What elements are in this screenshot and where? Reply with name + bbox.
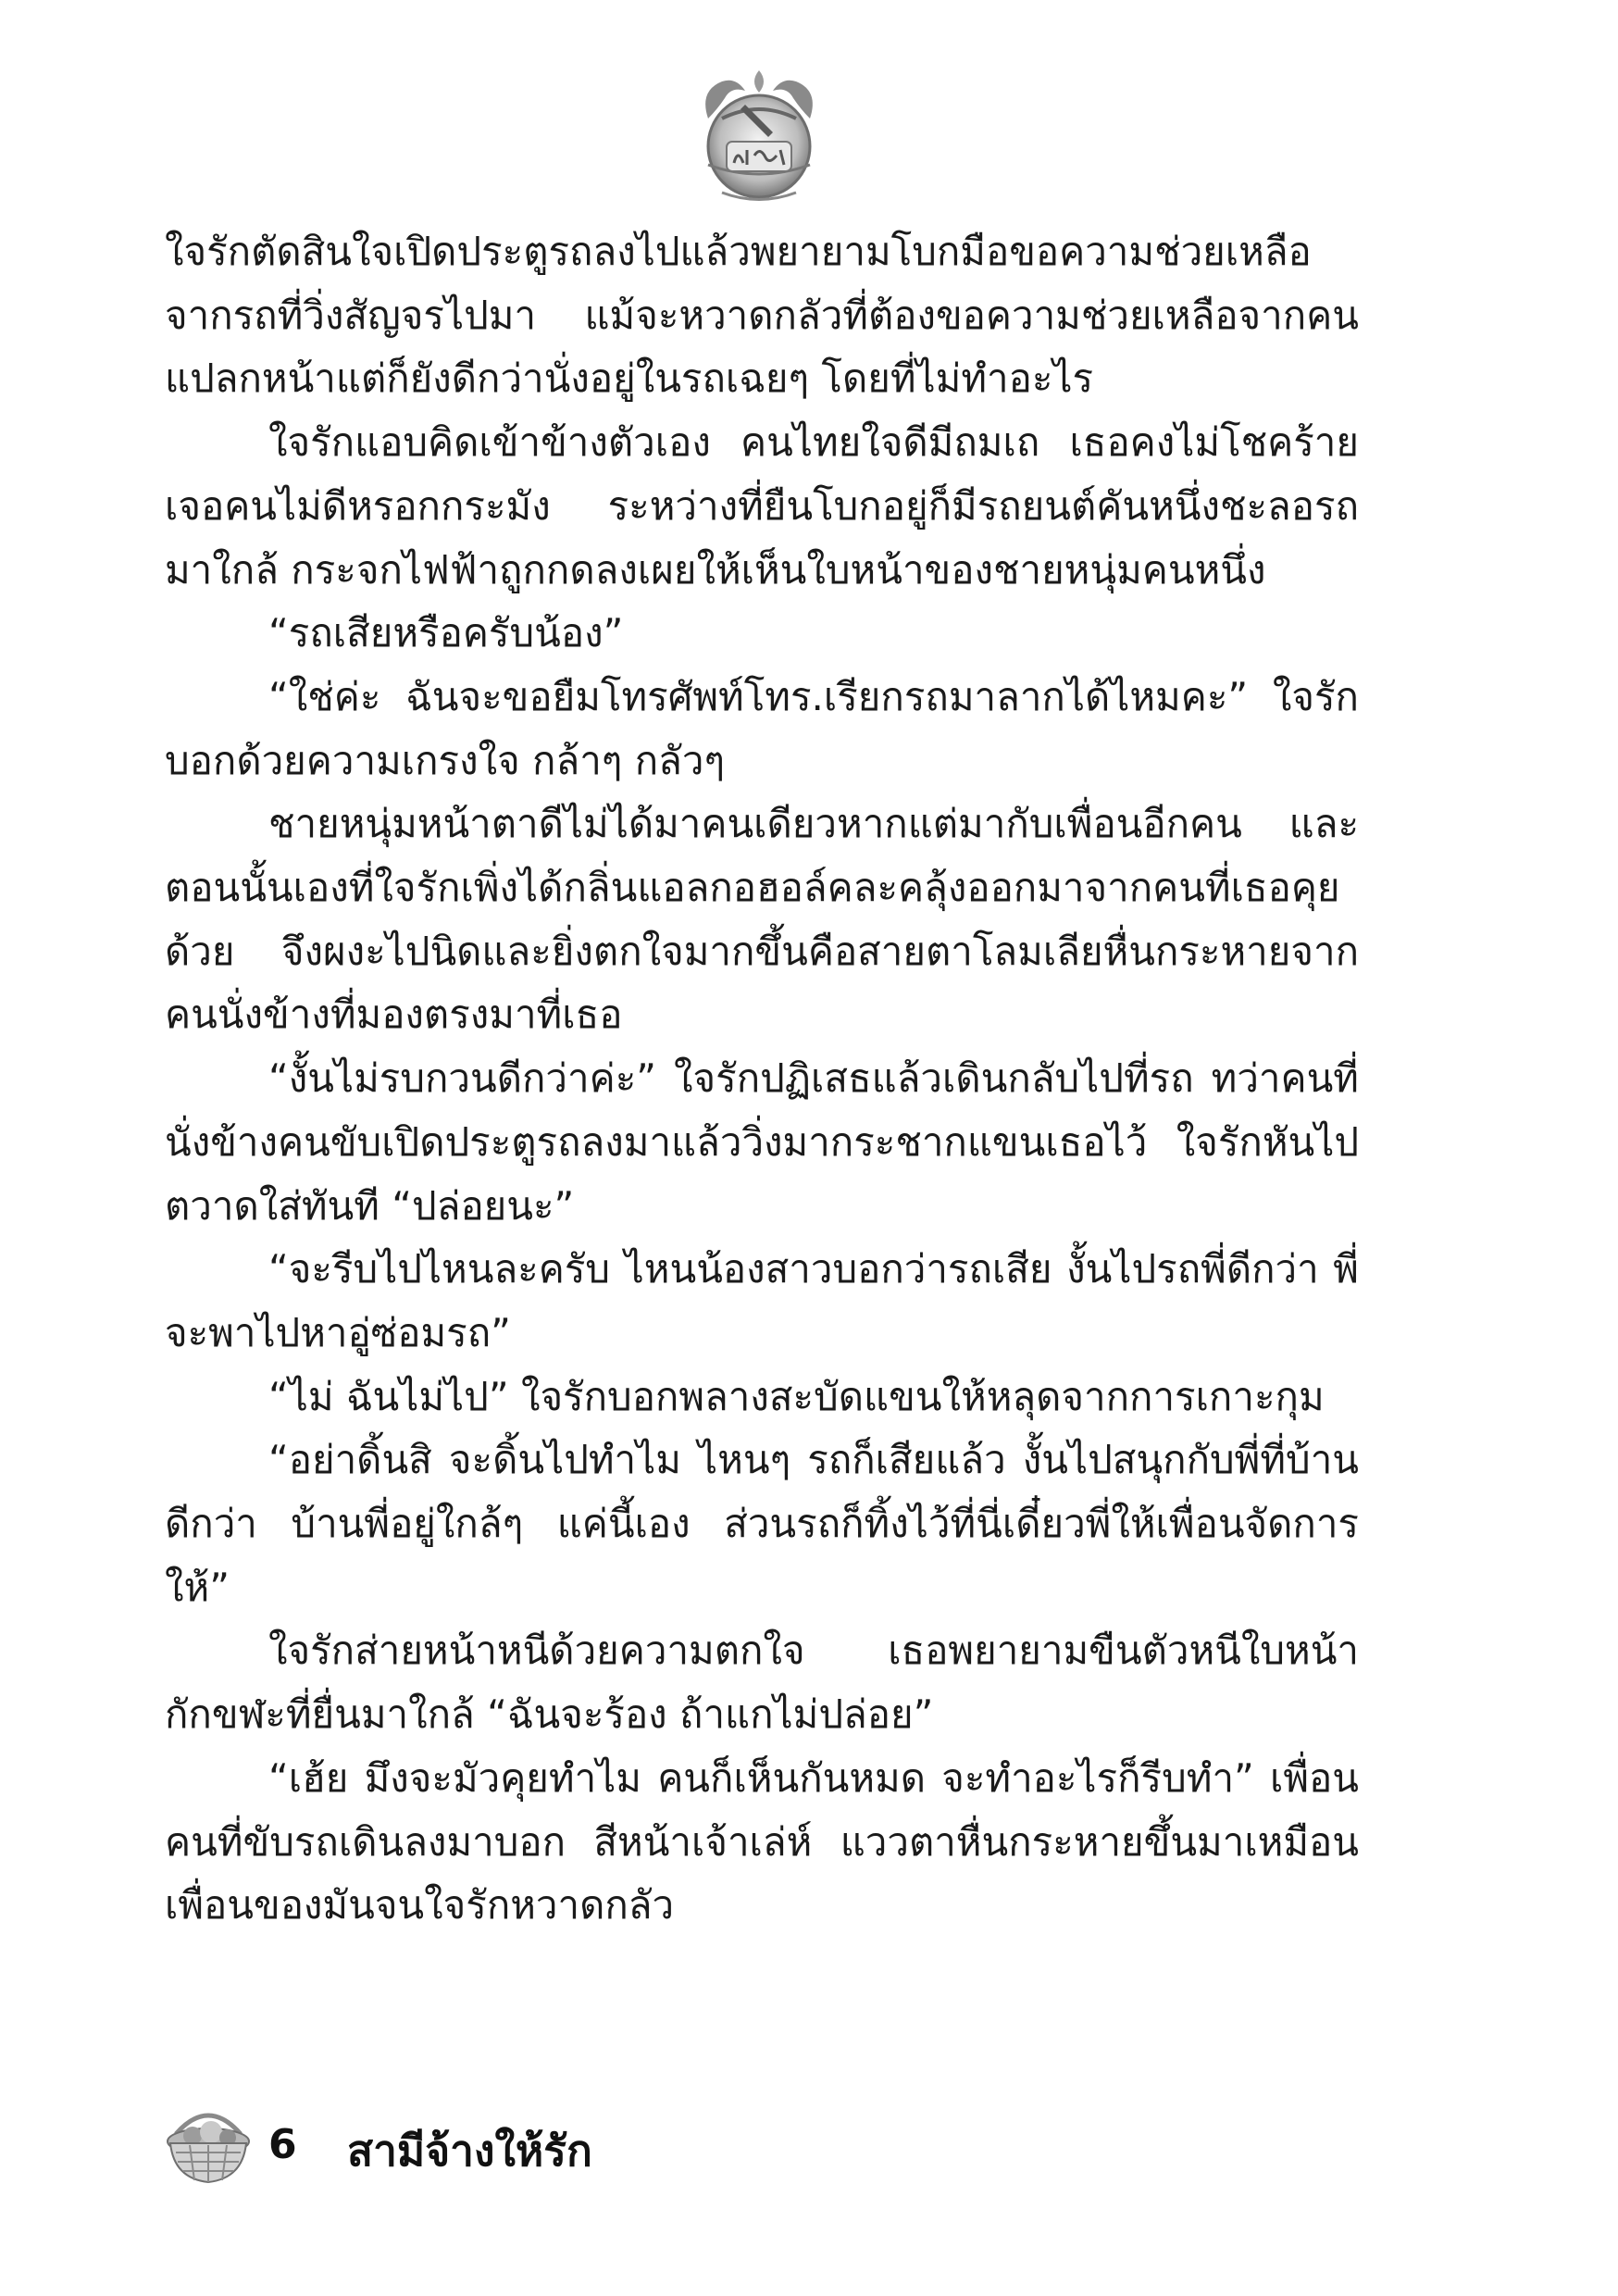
paragraph-10: ใจรักส่ายหน้าหนีด้วยความตกใจ เธอพยายามขืนตัวหนีใบหน้ากักขฬะที่ยื่นมาใกล้ “ฉันจะร้อง ถ้าแกไม่ปล่อย”	[165, 1628, 1359, 1738]
paragraph-5: ชายหนุ่มหน้าตาดีไม่ได้มาคนเดียวหากแต่มากับเพื่อนอีกคน และตอนนั้นเองที่ใจรักเพิ่งได้กลิ่นแอลกอฮอล์คละคลุ้งออกมาจากคนที่เธอคุยด้วย จึงผงะไปนิดและยิ่งตกใจมากขึ้นคือสายตาโลมเลียหื่นกระหายจากคนนั่งข้างที่มองตรงมาที่เธอ	[165, 801, 1359, 1038]
paragraph-3: “รถเสียหรือครับน้อง”	[268, 610, 624, 656]
paragraph-6: “งั้นไม่รบกวนดีกว่าค่ะ” ใจรักปฏิเสธแล้วเดินกลับไปที่รถ ทว่าคนที่นั่งข้างคนขับเปิดประตูรถลงมาแล้ววิ่งมากระชากแขนเธอไว้ ใจรักหันไปตวาดใส่ทันที “ปล่อยนะ”	[165, 1055, 1359, 1229]
body-text	[165, 220, 1359, 1938]
paragraph-11: “เฮ้ย มึงจะมัวคุยทำไม คนก็เห็นกันหมด จะทำอะไรก็รีบทำ” เพื่อนคนที่ขับรถเดินลงมาบอก สีหน้าเจ้าเล่ห์ แววตาหื่นกระหายขึ้นมาเหมือนเพื่อนของมันจนใจรักหวาดกลัว	[165, 1754, 1359, 1928]
paragraph-7: “จะรีบไปไหนละครับ ไหนน้องสาวบอกว่ารถเสีย งั้นไปรถพี่ดีกว่า พี่จะพาไปหาอู่ซ่อมรถ”	[165, 1246, 1359, 1355]
flower-basket-icon	[157, 2097, 259, 2190]
paragraph-9: “อย่าดิ้นสิ จะดิ้นไปทำไม ไหนๆ รถก็เสียแล้ว งั้นไปสนุกกับพี่ที่บ้านดีกว่า บ้านพี่อยู่ใกล้ๆ แค่นี้เอง ส่วนรถก็ทิ้งไว้ที่นี่เดี๋ยวพี่ให้เพื่อนจัดการให้”	[165, 1437, 1359, 1610]
paragraph-2: ใจรักแอบคิดเข้าข้างตัวเอง คนไทยใจดีมีถมเถ เธอคงไม่โชคร้ายเจอคนไม่ดีหรอกกระมัง ระหว่างที่ยืนโบกอยู่ก็มีรถยนต์คันหนึ่งชะลอรถมาใกล้ กระจกไฟฟ้าถูกกดลงเผยให้เห็นใบหน้าของชายหนุ่มคนหนึ่ง	[165, 419, 1359, 593]
book-title: สามีจ้างให้รัก	[347, 2126, 592, 2176]
paragraph-1: ใจรักตัดสินใจเปิดประตูรถลงไปแล้วพยายามโบกมือขอความช่วยเหลือจากรถที่วิ่งสัญจรไปมา แม้จะหวาดกลัวที่ต้องขอความช่วยเหลือจากคนแปลกหน้าแต่ก็ยังดีกว่านั่งอยู่ในรถเฉยๆ โดยที่ไม่ทำอะไร	[165, 229, 1359, 402]
paragraph-4: “ใช่ค่ะ ฉันจะขอยืมโทรศัพท์โทร.เรียกรถมาลากได้ไหมคะ” ใจรักบอกด้วยความเกรงใจ กล้าๆ กลัวๆ	[165, 673, 1359, 783]
page-footer	[157, 2097, 990, 2190]
publisher-logo-icon	[680, 54, 838, 211]
page-number: 6	[268, 2121, 297, 2168]
paragraph-8: “ไม่ ฉันไม่ไป” ใจรักบอกพลางสะบัดแขนให้หลุดจากการเกาะกุม	[268, 1373, 1325, 1419]
